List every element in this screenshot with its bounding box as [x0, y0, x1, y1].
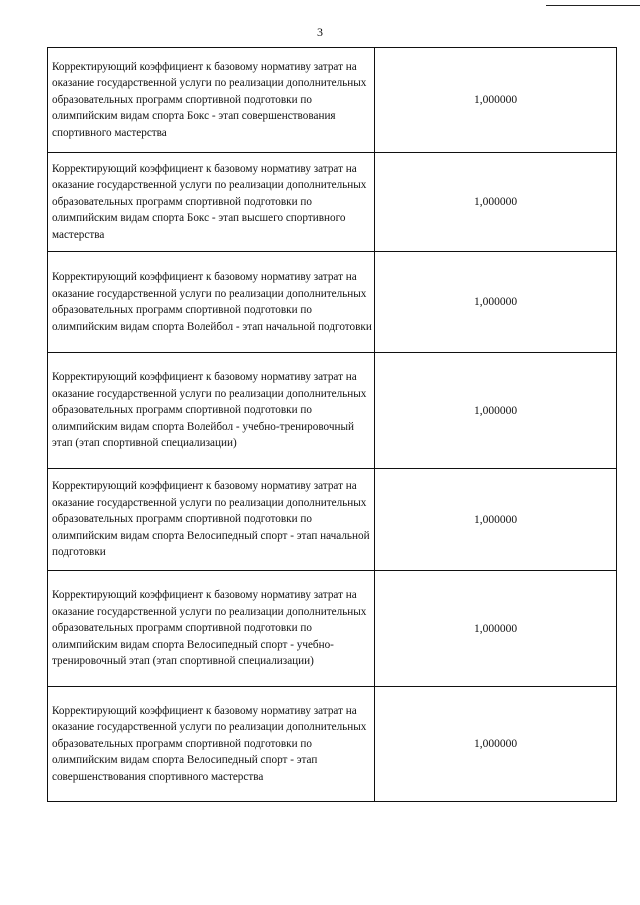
row-value: 1,000000 [375, 48, 617, 153]
table-row [48, 153, 617, 252]
page-number: 3 [317, 25, 323, 39]
row-value: 1,000000 [375, 252, 617, 353]
row-description: Корректирующий коэффициент к базовому нормативу затрат на оказание государственной услуги по реализации дополнительных образовательных программ спортивной подготовки по олимпийским видам спорта Велосипедный спорт - этап совершенствования спортивного мастерства [48, 687, 375, 802]
row-description: Корректирующий коэффициент к базовому нормативу затрат на оказание государственной услуги по реализации дополнительных образовательных программ спортивной подготовки по олимпийским видам спорта Велосипедный спорт - учебно-тренировочный этап (этап спортивной специализации) [48, 571, 375, 687]
row-description: Корректирующий коэффициент к базовому нормативу затрат на оказание государственной услуги по реализации дополнительных образовательных программ спортивной подготовки по олимпийским видам спорта Волейбол - учебно-тренировочный этап (этап спортивной специализации) [48, 353, 375, 469]
row-description: Корректирующий коэффициент к базовому нормативу затрат на оказание государственной услуги по реализации дополнительных образовательных программ спортивной подготовки по олимпийским видам спорта Волейбол - этап начальной подготовки [48, 252, 375, 353]
table-row [48, 48, 617, 153]
table-row [48, 687, 617, 802]
row-value: 1,000000 [375, 353, 617, 469]
row-value: 1,000000 [375, 153, 617, 252]
row-description: Корректирующий коэффициент к базовому нормативу затрат на оказание государственной услуги по реализации дополнительных образовательных программ спортивной подготовки по олимпийским видам спорта Велосипедный спорт - этап начальной подготовки [48, 469, 375, 571]
coefficient-table [47, 47, 617, 802]
top-rule [546, 5, 640, 6]
row-value: 1,000000 [375, 687, 617, 802]
table-row [48, 571, 617, 687]
row-description: Корректирующий коэффициент к базовому нормативу затрат на оказание государственной услуги по реализации дополнительных образовательных программ спортивной подготовки по олимпийским видам спорта Бокс - этап высшего спортивного мастерства [48, 153, 375, 252]
table-row [48, 353, 617, 469]
row-description: Корректирующий коэффициент к базовому нормативу затрат на оказание государственной услуги по реализации дополнительных образовательных программ спортивной подготовки по олимпийским видам спорта Бокс - этап совершенствования спортивного мастерства [48, 48, 375, 153]
table-row [48, 252, 617, 353]
row-value: 1,000000 [375, 469, 617, 571]
row-value: 1,000000 [375, 571, 617, 687]
table-row [48, 469, 617, 571]
